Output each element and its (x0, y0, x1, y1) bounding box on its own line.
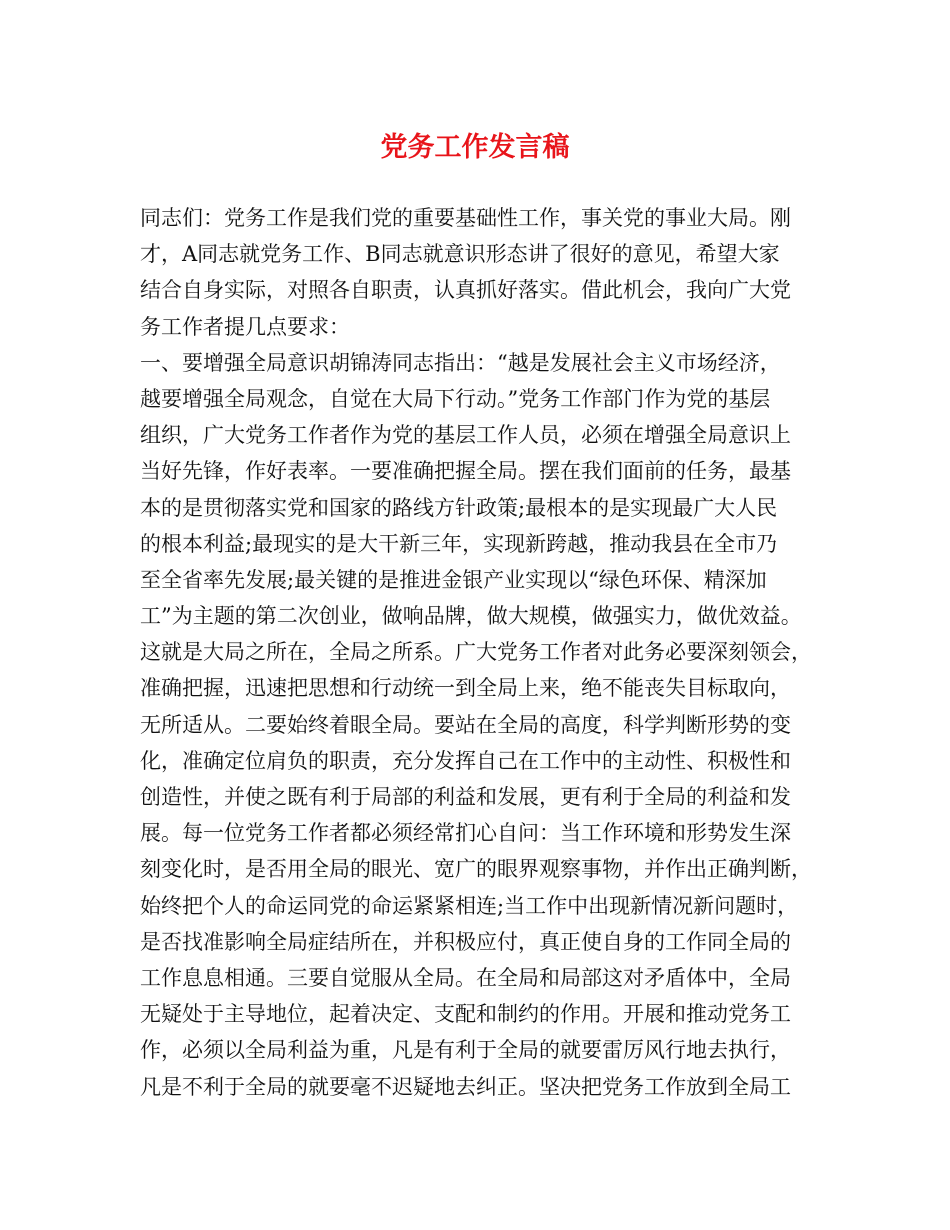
body-text-line: 工”为主题的第二次创业，做响品牌，做大规模，做强实力，做优效益。 (140, 604, 802, 629)
body-text-line: 始终把个人的命运同党的命运紧紧相连;当工作中出现新情况新问题时， (140, 893, 799, 918)
body-text-line: 这就是大局之所在，全局之所系。广大党务工作者对此务必要深刻领会， (140, 640, 812, 665)
body-text-line: 才，A同志就党务工作、B同志就意识形态讲了很好的意见，希望大家 (140, 242, 780, 267)
body-text-line: 结合自身实际，对照各自职责，认真抓好落实。借此机会，我向广大党 (140, 278, 791, 303)
body-text-line: 作，必须以全局利益为重，凡是有利于全局的就要雷厉风行地去执行， (140, 1038, 791, 1063)
body-text-line: 务工作者提几点要求： (140, 314, 350, 339)
body-text-line: 工作息息相通。三要自觉服从全局。在全局和局部这对矛盾体中，全局 (140, 965, 791, 990)
body-text-line: 准确把握，迅速把思想和行动统一到全局上来，绝不能丧失目标取向， (140, 676, 791, 701)
body-text-line: 无疑处于主导地位，起着决定、支配和制约的作用。开展和推动党务工 (140, 1002, 791, 1027)
body-text-line: 当好先锋，作好表率。一要准确把握全局。摆在我们面前的任务，最基 (140, 459, 791, 484)
body-text-line: 的根本利益;最现实的是大干新三年，实现新跨越，推动我县在全市乃 (140, 531, 778, 556)
body-text-line: 展。每一位党务工作者都必须经常扪心自问：当工作环境和形势发生深 (140, 821, 791, 846)
body-text-line: 越要增强全局观念，自觉在大局下行动。”党务工作部门作为党的基层 (140, 386, 771, 411)
body-text-line: 是否找准影响全局症结所在，并积极应付，真正使自身的工作同全局的 (140, 929, 791, 954)
body-text-line: 本的是贯彻落实党和国家的路线方针政策;最根本的是实现最广大人民 (140, 495, 778, 520)
body-text-line: 无所适从。二要始终着眼全局。要站在全局的高度，科学判断形势的变 (140, 712, 791, 737)
body-text-line: 化，准确定位肩负的职责，充分发挥自己在工作中的主动性、积极性和 (140, 748, 791, 773)
document-body (140, 200, 840, 1105)
body-text-line: 刻变化时，是否用全局的眼光、宽广的眼界观察事物，并作出正确判断， (140, 857, 812, 882)
body-text-line: 创造性，并使之既有利于局部的利益和发展，更有利于全局的利益和发 (140, 785, 791, 809)
body-text-line: 同志们：党务工作是我们党的重要基础性工作，事关党的事业大局。刚 (140, 206, 791, 230)
body-text-line: 凡是不利于全局的就要毫不迟疑地去纠正。坚决把党务工作放到全局工 (140, 1074, 791, 1099)
body-text-line: 一、要增强全局意识胡锦涛同志指出：“越是发展社会主义市场经济， (140, 350, 781, 375)
body-text-line: 至全省率先发展;最关键的是推进金银产业实现以“绿色环保、精深加 (140, 567, 767, 592)
document-title: 党务工作发言稿 (380, 132, 570, 163)
body-text-line: 组织，广大党务工作者作为党的基层工作人员，必须在增强全局意识上 (140, 423, 791, 448)
